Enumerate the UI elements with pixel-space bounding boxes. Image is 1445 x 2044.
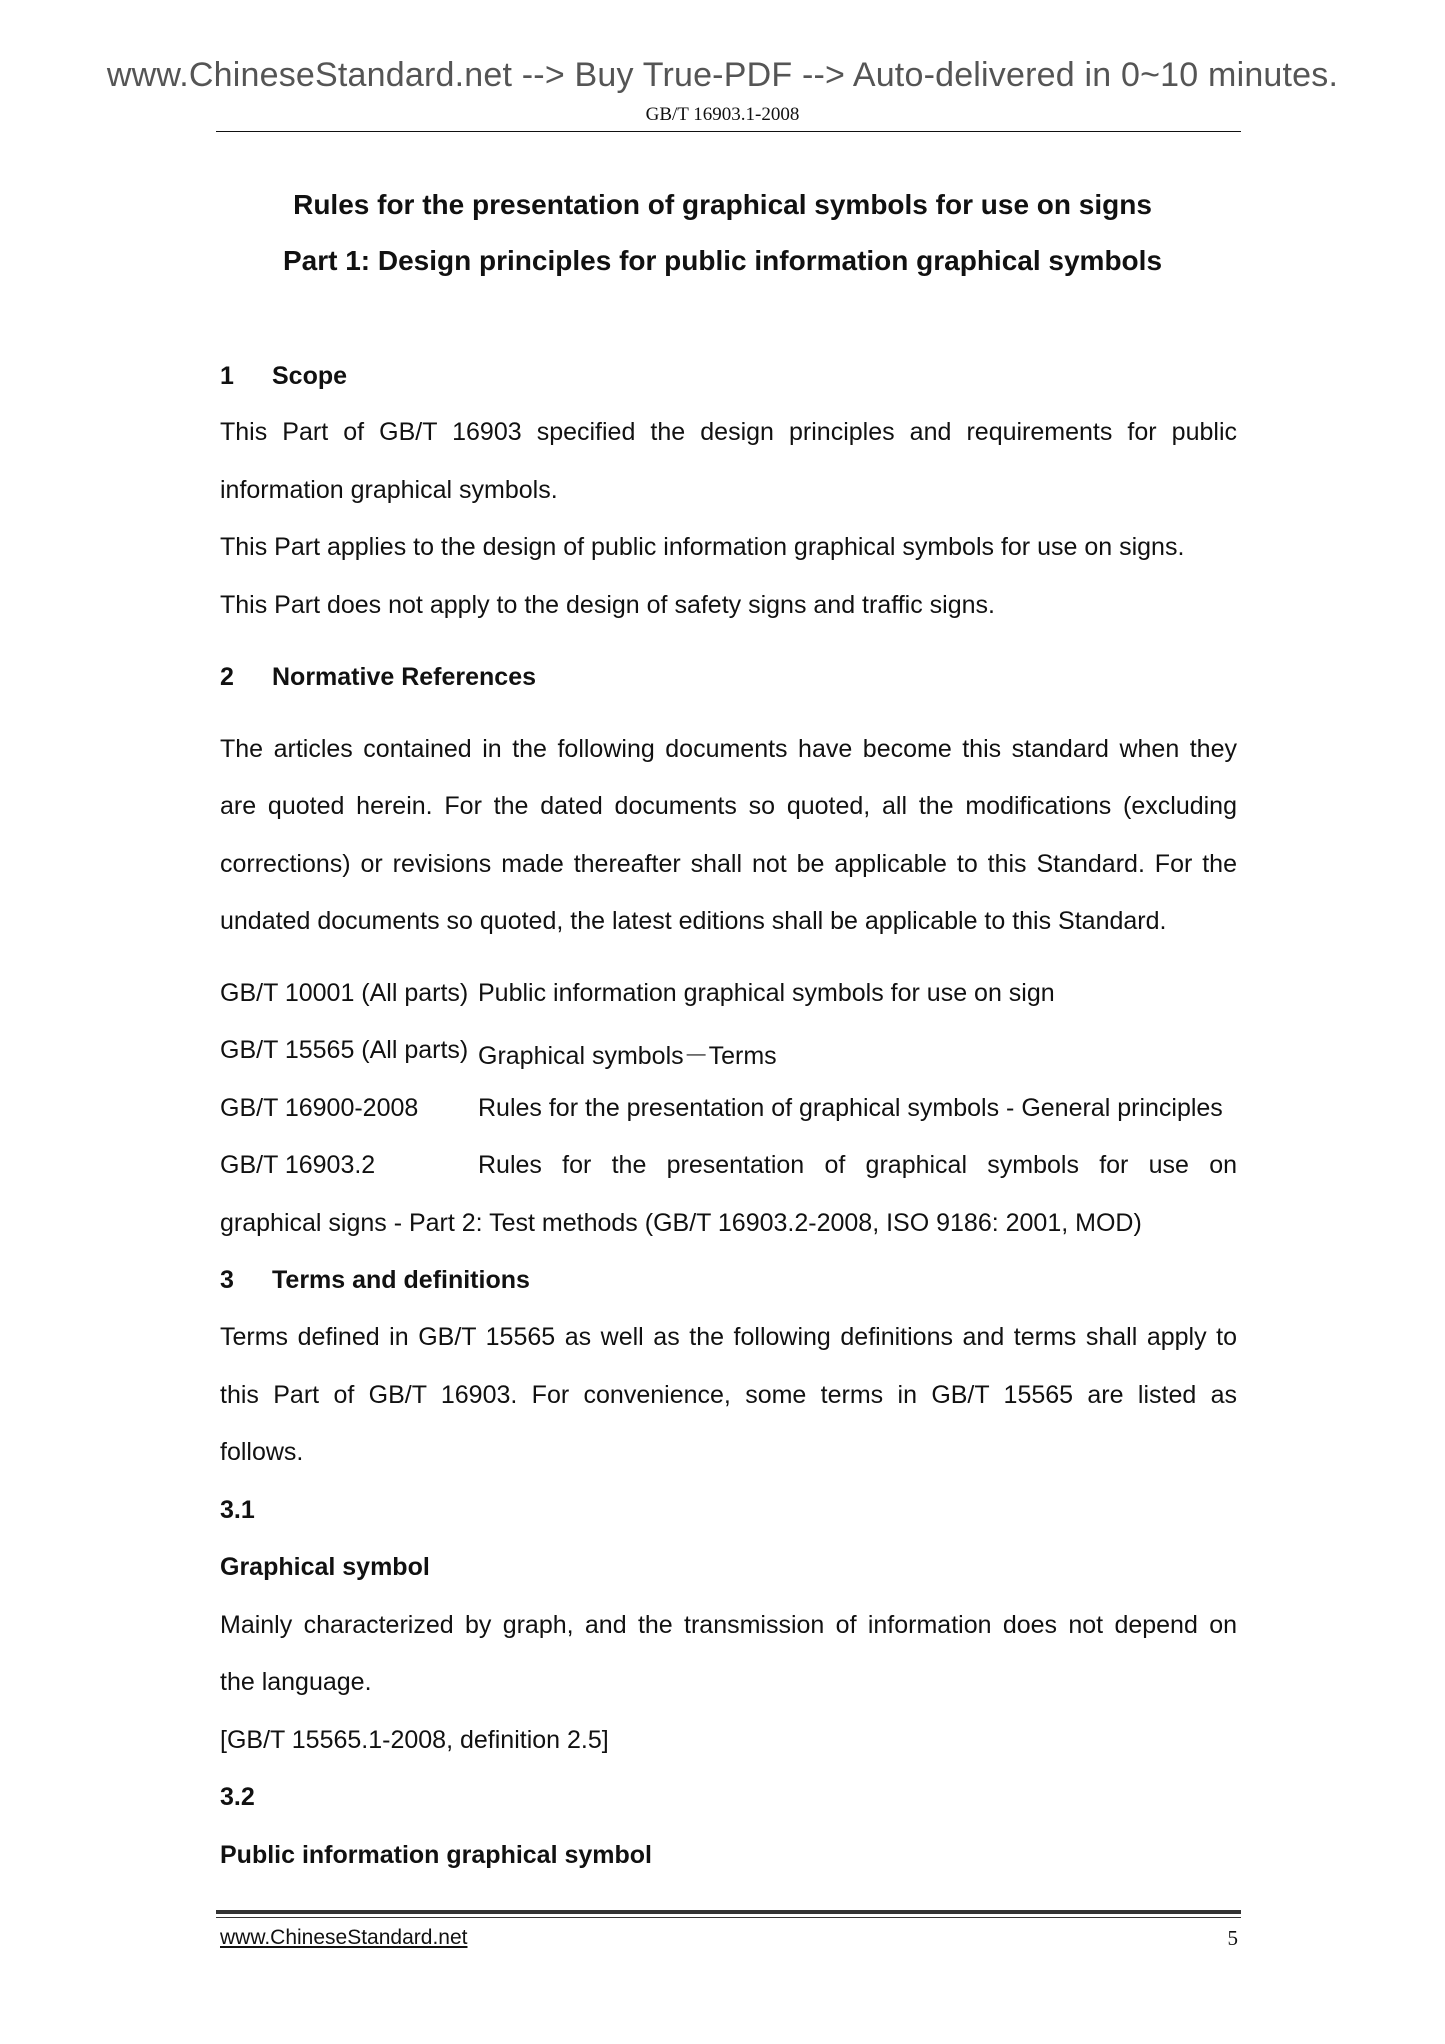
term-number: 3.2 [220,1783,255,1811]
reference-title: Public information graphical symbols for use on sign [478,979,1055,1007]
footer-site-link[interactable]: www.ChineseStandard.net [220,1926,468,1949]
term-definition-line: the language. [220,1668,372,1696]
term-number: 3.1 [220,1496,255,1524]
reference-code: GB/T 10001 (All parts) [220,979,469,1007]
paragraph-line: This Part does not apply to the design of safety signs and traffic signs. [220,591,995,619]
reference-continuation: graphical signs - Part 2: Test methods (GB/T 16903.2-2008, ISO 9186: 2001, MOD) [220,1209,1142,1237]
section-title: Terms and definitions [272,1266,530,1294]
term-source: [GB/T 15565.1-2008, definition 2.5] [220,1726,609,1754]
paragraph-line: are quoted herein. For the dated documents so quoted, all the modifications (excluding [220,792,1237,820]
term-definition-line: Mainly characterized by graph, and the transmission of information does not depend on [220,1611,1237,1639]
header-divider [216,131,1241,132]
paragraph-line: This Part applies to the design of public information graphical symbols for use on signs. [220,533,1185,561]
standard-number: GB/T 16903.1-2008 [645,104,800,125]
reference-code: GB/T 16903.2 [220,1151,376,1179]
footer-divider-thin [216,1917,1241,1918]
footer-divider [216,1910,1241,1914]
reference-title: Graphical symbols－Terms [478,1042,777,1070]
reference-title: Rules for the presentation of graphical symbols - General principles [478,1094,1223,1122]
section-title: Normative References [272,663,537,691]
section-2-heading [220,663,1237,692]
section-number: 2 [220,663,234,691]
paragraph-line: This Part of GB/T 16903 specified the design principles and requirements for public [220,418,1237,446]
section-1-heading [220,362,1237,391]
paragraph-line: undated documents so quoted, the latest editions shall be applicable to this Standard. [220,907,1167,935]
section-number: 3 [220,1266,234,1294]
document-subtitle: Part 1: Design principles for public information graphical symbols [282,245,1163,276]
paragraph-line: information graphical symbols. [220,476,558,504]
reference-code: GB/T 15565 (All parts) [220,1036,469,1064]
section-number: 1 [220,362,234,390]
section-3-heading [220,1266,1237,1295]
paragraph-line: corrections) or revisions made thereafter shall not be applicable to this Standard. For the [220,850,1237,878]
page-number: 5 [1227,1926,1238,1950]
term-title: Public information graphical symbol [220,1841,653,1869]
paragraph-line: Terms defined in GB/T 15565 as well as the following definitions and terms shall apply to [220,1323,1237,1351]
document-title: Rules for the presentation of graphical symbols for use on signs [293,189,1152,220]
term-title: Graphical symbol [220,1553,430,1581]
paragraph-line: follows. [220,1438,304,1466]
paragraph-line: this Part of GB/T 16903. For convenience, some terms in GB/T 15565 are listed as [220,1381,1237,1409]
site-banner: www.ChineseStandard.net --> Buy True-PDF --> Auto-delivered in 0~10 minutes. [106,56,1339,94]
paragraph-line: The articles contained in the following documents have become this standard when they [220,735,1237,763]
section-title: Scope [272,362,348,390]
reference-code: GB/T 16900-2008 [220,1094,419,1122]
reference-title: Rules for the presentation of graphical symbols for use on [478,1151,1237,1179]
